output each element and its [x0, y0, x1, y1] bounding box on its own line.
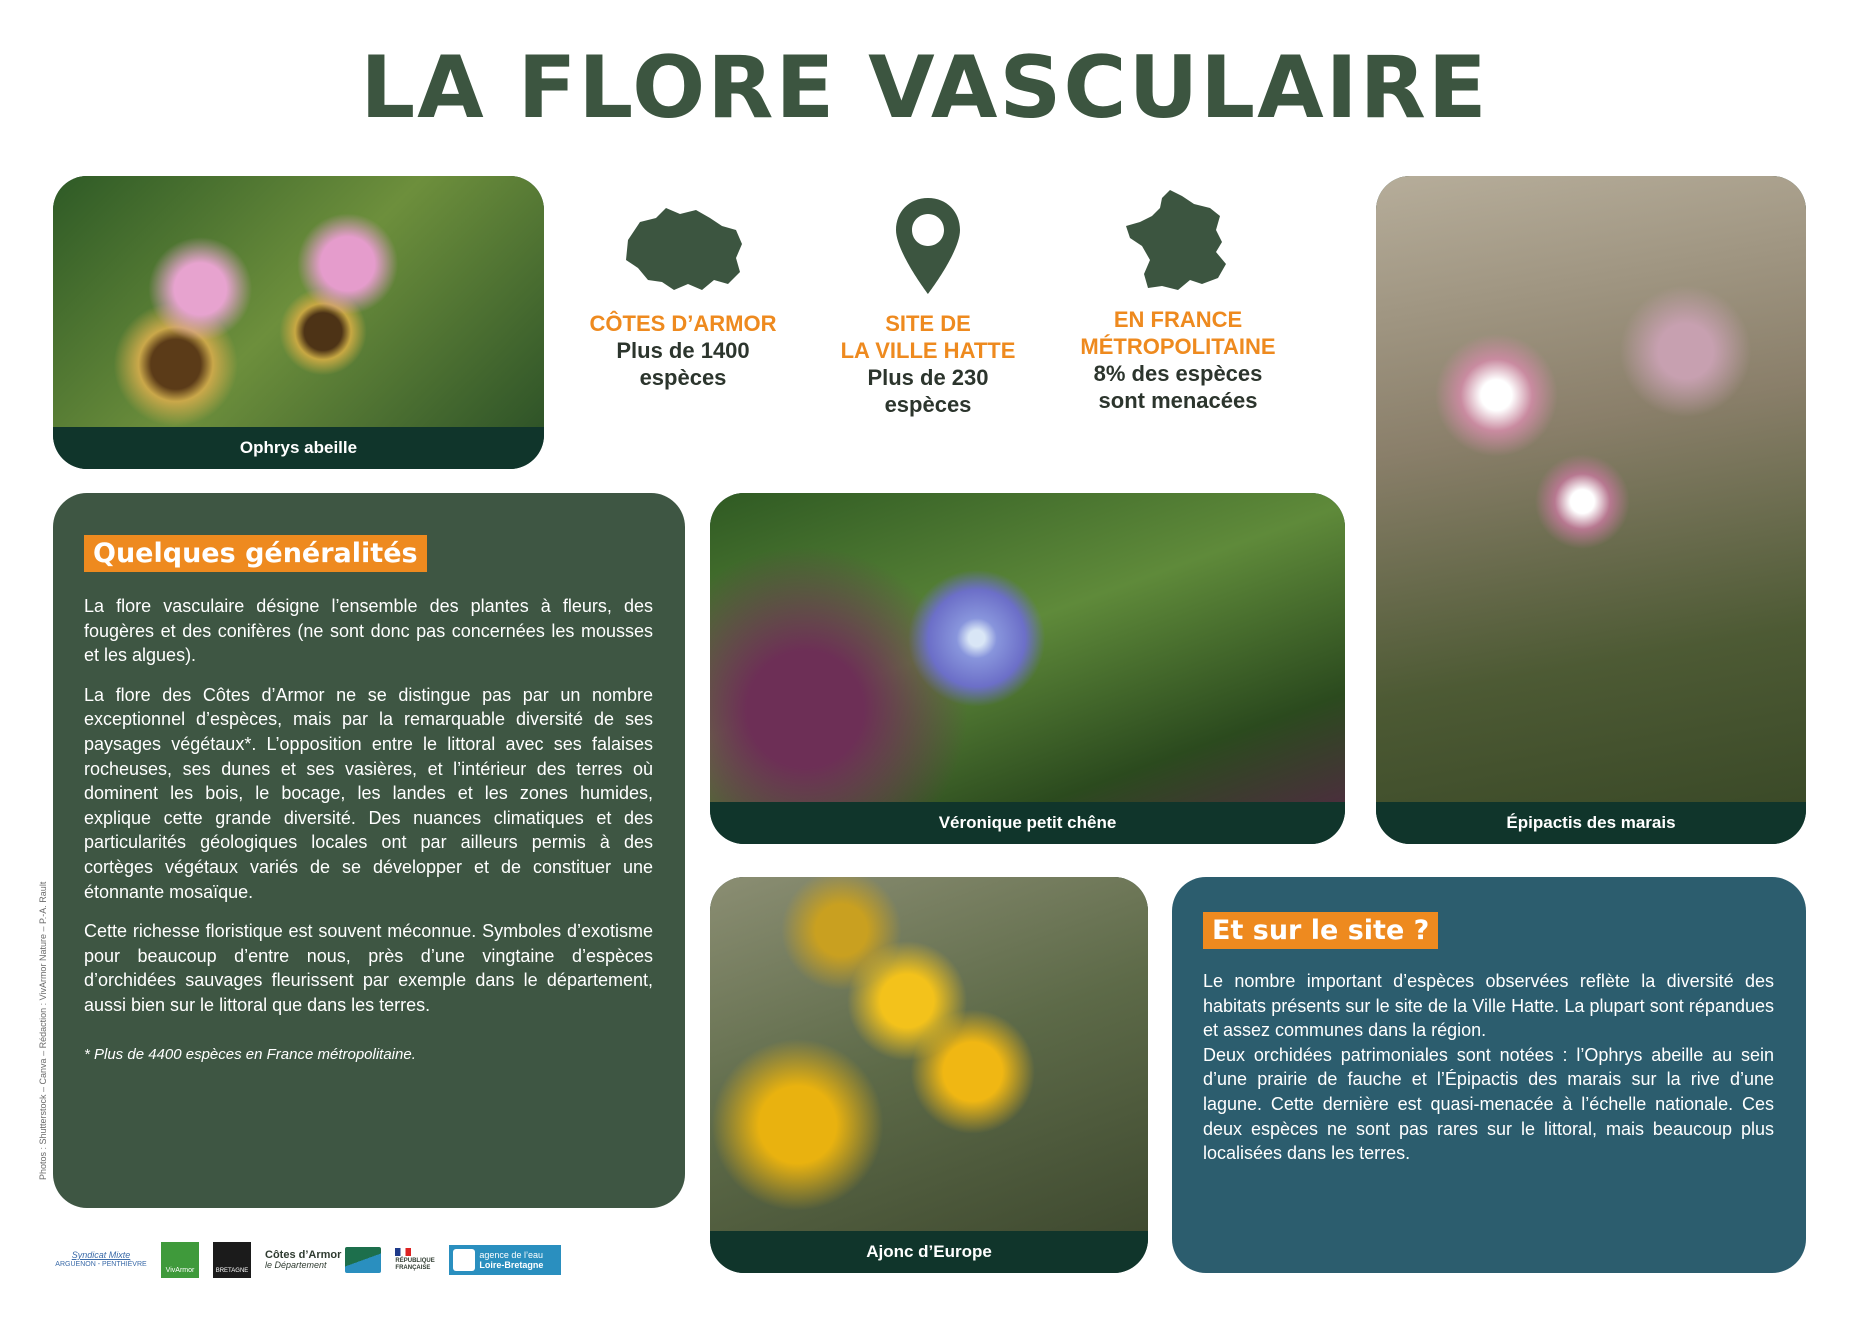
- photo-card-ophrys: [53, 176, 544, 469]
- epipactis-photo: [1376, 176, 1806, 802]
- photo-card-veronique: [710, 493, 1345, 844]
- site-panel: [1172, 877, 1806, 1273]
- photo-card-epipactis: [1376, 176, 1806, 844]
- photo-caption: Véronique petit chêne: [710, 802, 1345, 844]
- republique-logo: RÉPUBLIQUE FRANÇAISE: [395, 1248, 435, 1272]
- location-pin-icon: [893, 196, 963, 296]
- stat-label-2: MÉTROPOLITAINE: [1080, 334, 1276, 359]
- paragraph: Cette richesse floristique est souvent méconnue. Symboles d’exotisme pour beaucoup d’entre nous, près d’une vingtaine d’espèces d’orchidées sauvages fleurissent par exemple dans le département, aussi bien sur le littoral que dans les terres.: [84, 921, 653, 1015]
- agence-eau-logo: agence de l’eau Loire-Bretagne: [449, 1245, 561, 1275]
- generalites-panel: [53, 493, 685, 1208]
- stat-label: SITE DE: [885, 311, 971, 336]
- veronique-photo: [710, 493, 1345, 802]
- stat-ville-hatte: [818, 196, 1038, 418]
- stat-value: 8% des espèces: [1093, 361, 1263, 386]
- stat-value: Plus de 1400: [616, 338, 750, 363]
- section-heading: Quelques généralités: [84, 535, 427, 572]
- stat-label: CÔTES D’ARMOR: [589, 311, 777, 336]
- stat-cotes-armor: [573, 200, 793, 391]
- paragraph: La flore des Côtes d’Armor ne se distingue pas par un nombre exceptionnel d’espèces, mais par la remarquable diversité de ses paysages végétaux*. L’opposition entre le littoral avec ses falaises rocheuses, ses dunes et ses vasières, et l’intérieur des terres où dominent les bois, le bocage, les landes et les zones humides, explique cette grande diversité. Des nuances climatiques et des particularités géologiques locales ont par ailleurs permis à des cortèges végétaux variés de se développer et de constituer une étonnante mosaïque.: [84, 684, 653, 902]
- photo-caption: Épipactis des marais: [1376, 802, 1806, 844]
- syndicat-logo: Syndicat Mixte ARGUENON - PENTHIÈVRE: [55, 1250, 147, 1268]
- photo-credits: Photos : Shutterstock – Canva – Rédaction : VivArmor Nature – P.-A. Rault: [38, 881, 48, 1180]
- vivarmor-logo: VivArmor: [161, 1242, 199, 1278]
- region-bretagne-logo: BRETAGNE: [213, 1242, 251, 1278]
- section-heading: Et sur le site ?: [1203, 912, 1438, 949]
- stat-label: EN FRANCE: [1113, 307, 1243, 332]
- paragraph: Deux orchidées patrimoniales sont notées : l’Ophrys abeille au sein d’une prairie de fauche et l’Épipactis des marais sur la rive d’une lagune. Cette dernière est quasi-menacée à l’échelle nationale. Ces deux espèces ne sont pas rares sur le littoral, mais beaucoup plus localisées dans les terres.: [1203, 1044, 1774, 1164]
- page-title: LA FLORE VASCULAIRE: [360, 38, 1489, 138]
- cotes-armor-logo: Côtes d’Armor le Département: [265, 1247, 381, 1273]
- photo-card-ajonc: [710, 877, 1148, 1273]
- brittany-map-icon: [618, 200, 748, 296]
- stat-unit: espèces: [639, 365, 727, 390]
- france-map-icon: [1122, 186, 1234, 296]
- ajonc-photo: [710, 877, 1148, 1231]
- partner-logos: [55, 1240, 561, 1280]
- ae-icon: [453, 1249, 475, 1271]
- footnote: * Plus de 4400 espèces en France métropolitaine.: [84, 1045, 416, 1063]
- photo-caption: Ophrys abeille: [53, 427, 544, 469]
- stat-unit: espèces: [884, 392, 972, 417]
- stat-label-2: LA VILLE HATTE: [840, 338, 1016, 363]
- flag-icon: [395, 1248, 411, 1256]
- stat-france: [1068, 186, 1288, 414]
- stat-unit: sont menacées: [1098, 388, 1258, 413]
- wave-icon: [345, 1247, 381, 1273]
- paragraph: La flore vasculaire désigne l’ensemble des plantes à fleurs, des fougères et des conifères (ne sont donc pas concernées les mousses et les algues).: [84, 596, 653, 666]
- stat-value: Plus de 230: [867, 365, 989, 390]
- photo-caption: Ajonc d’Europe: [710, 1231, 1148, 1273]
- ophrys-photo: [53, 176, 544, 427]
- paragraph: Le nombre important d’espèces observées reflète la diversité des habitats présents sur le site de la Ville Hatte. La plupart sont répandues et assez communes dans la région.: [1203, 971, 1774, 1041]
